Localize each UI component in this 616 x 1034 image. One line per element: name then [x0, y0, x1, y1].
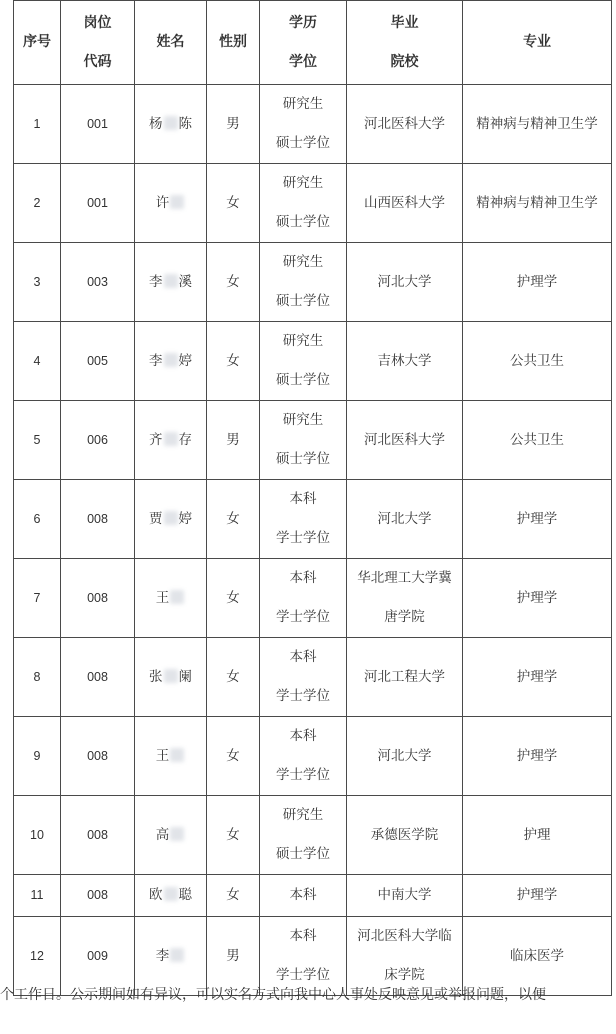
- privacy-blur-mark: [164, 353, 178, 367]
- cell-post-code: 009: [61, 917, 135, 996]
- cell-major: 护理学: [463, 559, 612, 638]
- cell-gender: 男: [207, 85, 260, 164]
- privacy-blur-mark: [164, 274, 178, 288]
- cell-post-code: 008: [61, 796, 135, 875]
- privacy-blur-mark: [164, 887, 178, 901]
- cell-seq: 6: [14, 480, 61, 559]
- cell-major: 护理学: [463, 638, 612, 717]
- cell-seq: 5: [14, 401, 61, 480]
- cell-name: [135, 401, 207, 480]
- header-major: 专业: [463, 1, 612, 85]
- name-surname: 李: [149, 273, 163, 290]
- cell-name: [135, 875, 207, 917]
- name-surname: 贾: [149, 510, 163, 527]
- cell-major: 公共卫生: [463, 401, 612, 480]
- cell-school: 河北大学: [347, 480, 463, 559]
- cell-gender: 女: [207, 875, 260, 917]
- cell-school: 河北医科大学临 床学院: [347, 917, 463, 996]
- cell-major: 临床医学: [463, 917, 612, 996]
- cell-post-code: 001: [61, 164, 135, 243]
- name-given: 存: [178, 431, 192, 448]
- cell-school: 山西医科大学: [347, 164, 463, 243]
- cell-education: 本科 学士学位: [260, 480, 347, 559]
- privacy-blur-mark: [170, 748, 184, 762]
- table-row: [14, 85, 612, 164]
- privacy-blur-mark: [164, 511, 178, 525]
- table-row: [14, 559, 612, 638]
- privacy-blur-mark: [170, 827, 184, 841]
- cell-post-code: 008: [61, 559, 135, 638]
- cell-school: 河北医科大学: [347, 401, 463, 480]
- name-surname: 王: [155, 747, 170, 764]
- privacy-blur-mark: [164, 432, 178, 446]
- name-surname: 王: [155, 589, 170, 606]
- cell-post-code: 008: [61, 717, 135, 796]
- cell-major: 公共卫生: [463, 322, 612, 401]
- privacy-blur-mark: [170, 195, 184, 209]
- header-name: 姓名: [135, 1, 207, 85]
- cell-education: 研究生 硕士学位: [260, 164, 347, 243]
- header-school: 毕业 院校: [347, 1, 463, 85]
- cell-post-code: 008: [61, 480, 135, 559]
- cell-education: 本科 学士学位: [260, 559, 347, 638]
- cell-major: 护理学: [463, 480, 612, 559]
- cell-school: 河北大学: [347, 243, 463, 322]
- cell-school: 中南大学: [347, 875, 463, 917]
- publicity-roster-table: [13, 0, 612, 996]
- cell-seq: 1: [14, 85, 61, 164]
- name-given: 溪: [178, 273, 192, 290]
- cell-gender: 女: [207, 322, 260, 401]
- table-row: [14, 164, 612, 243]
- cell-seq: 7: [14, 559, 61, 638]
- cell-post-code: 005: [61, 322, 135, 401]
- table-row: [14, 480, 612, 559]
- name-surname: 李: [155, 947, 170, 964]
- name-given: 陈: [178, 115, 192, 132]
- privacy-blur-mark: [164, 116, 178, 130]
- table-row: [14, 796, 612, 875]
- cell-seq: 11: [14, 875, 61, 917]
- cell-education: 本科 学士学位: [260, 917, 347, 996]
- header-seq: 序号: [14, 1, 61, 85]
- privacy-blur-mark: [164, 669, 178, 683]
- name-surname: 张: [149, 668, 163, 685]
- cell-education: 本科: [260, 875, 347, 917]
- cell-post-code: 001: [61, 85, 135, 164]
- table-row: [14, 875, 612, 917]
- privacy-blur-mark: [170, 948, 184, 962]
- cell-name: [135, 559, 207, 638]
- table-row: [14, 717, 612, 796]
- cell-gender: 女: [207, 717, 260, 796]
- name-surname: 李: [149, 352, 163, 369]
- cell-education: 本科 学士学位: [260, 638, 347, 717]
- cell-education: 研究生 硕士学位: [260, 322, 347, 401]
- name-given: 婷: [178, 352, 192, 369]
- cell-name: [135, 480, 207, 559]
- cell-major: 精神病与精神卫生学: [463, 85, 612, 164]
- cell-school: 华北理工大学冀 唐学院: [347, 559, 463, 638]
- cell-gender: 女: [207, 480, 260, 559]
- cell-seq: 10: [14, 796, 61, 875]
- table-row: [14, 322, 612, 401]
- cell-name: [135, 638, 207, 717]
- cell-gender: 女: [207, 559, 260, 638]
- cell-seq: 9: [14, 717, 61, 796]
- header-row: [14, 1, 612, 85]
- privacy-blur-mark: [170, 590, 184, 604]
- cell-post-code: 006: [61, 401, 135, 480]
- cell-gender: 男: [207, 401, 260, 480]
- header-education: 学历 学位: [260, 1, 347, 85]
- cell-name: [135, 164, 207, 243]
- cell-school: 河北大学: [347, 717, 463, 796]
- cell-gender: 女: [207, 243, 260, 322]
- table-row: [14, 401, 612, 480]
- cell-gender: 女: [207, 638, 260, 717]
- cell-seq: 12: [14, 917, 61, 996]
- header-gender: 性别: [207, 1, 260, 85]
- cell-education: 研究生 硕士学位: [260, 243, 347, 322]
- name-given: 聪: [178, 887, 192, 903]
- name-surname: 杨: [149, 115, 163, 132]
- cell-gender: 男: [207, 917, 260, 996]
- header-post-code: 岗位 代码: [61, 1, 135, 85]
- cell-major: 护理学: [463, 875, 612, 917]
- name-surname: 欧: [149, 887, 163, 903]
- cell-post-code: 008: [61, 875, 135, 917]
- cell-gender: 女: [207, 796, 260, 875]
- cell-seq: 8: [14, 638, 61, 717]
- cell-name: [135, 85, 207, 164]
- cell-major: 精神病与精神卫生学: [463, 164, 612, 243]
- cell-school: 河北医科大学: [347, 85, 463, 164]
- name-surname: 齐: [149, 431, 163, 448]
- cell-name: [135, 243, 207, 322]
- cell-major: 护理: [463, 796, 612, 875]
- cell-post-code: 003: [61, 243, 135, 322]
- cell-name: [135, 796, 207, 875]
- footer-notice-text: 个工作日。公示期间如有异议，可以实名方式向我中心人事处反映意见或举报问题，以便: [0, 987, 546, 1003]
- cell-name: [135, 322, 207, 401]
- cell-major: 护理学: [463, 243, 612, 322]
- cell-education: 本科 学士学位: [260, 717, 347, 796]
- name-given: 婷: [178, 510, 192, 527]
- cell-gender: 女: [207, 164, 260, 243]
- cell-education: 研究生 硕士学位: [260, 85, 347, 164]
- name-given: 阑: [178, 668, 192, 685]
- table-row: [14, 243, 612, 322]
- cell-school: 承德医学院: [347, 796, 463, 875]
- cell-major: 护理学: [463, 717, 612, 796]
- cell-post-code: 008: [61, 638, 135, 717]
- cell-seq: 2: [14, 164, 61, 243]
- cell-education: 研究生 硕士学位: [260, 401, 347, 480]
- name-surname: 高: [155, 826, 170, 843]
- cell-school: 吉林大学: [347, 322, 463, 401]
- name-surname: 许: [155, 194, 170, 211]
- cell-name: [135, 717, 207, 796]
- cell-education: 研究生 硕士学位: [260, 796, 347, 875]
- cell-seq: 4: [14, 322, 61, 401]
- cell-school: 河北工程大学: [347, 638, 463, 717]
- cell-seq: 3: [14, 243, 61, 322]
- table-row: [14, 638, 612, 717]
